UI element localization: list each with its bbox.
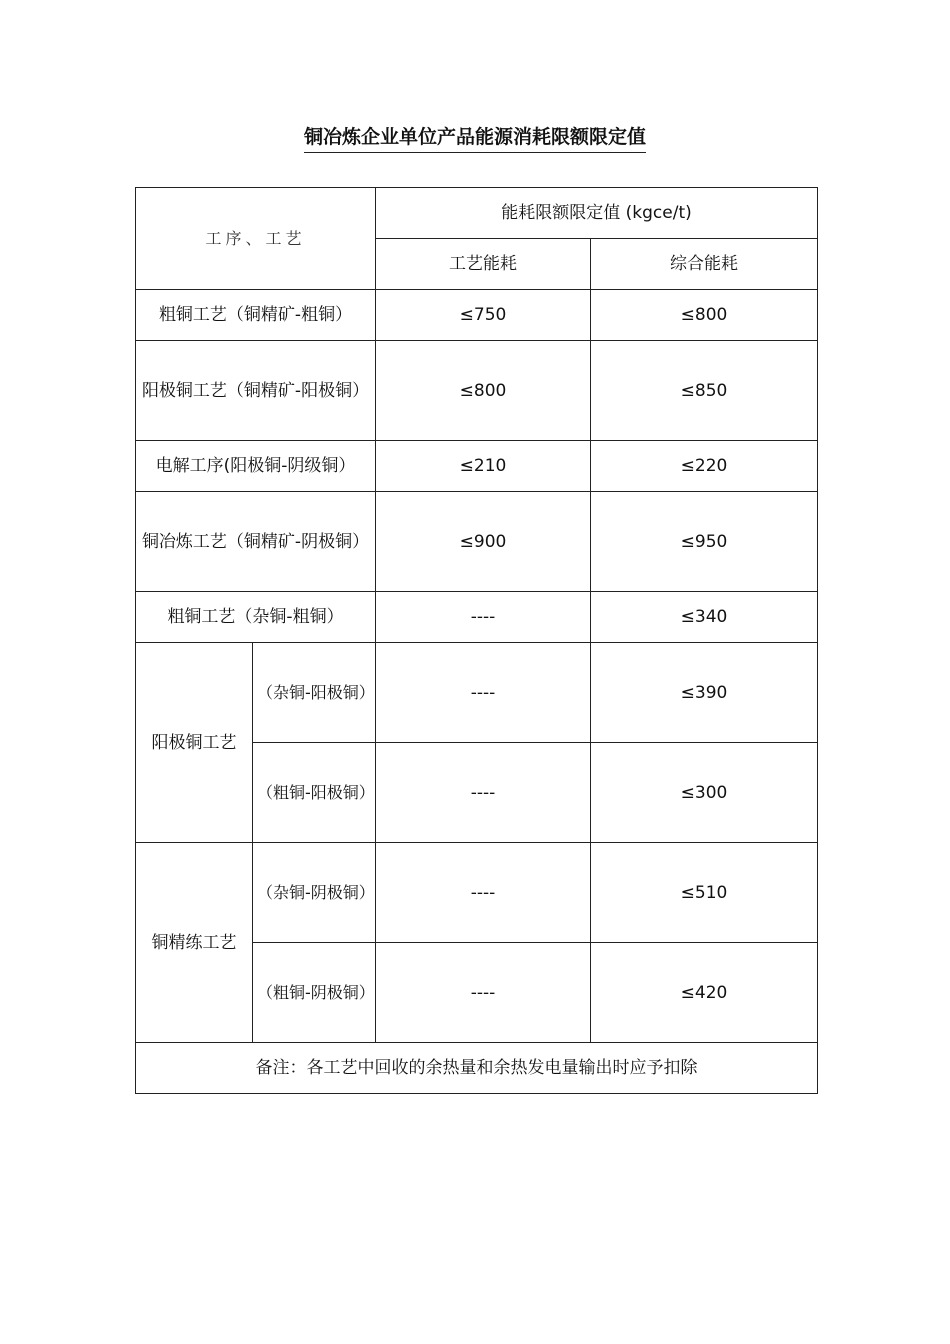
row-total-energy: ≤390	[591, 643, 818, 743]
row-total-energy: ≤950	[591, 492, 818, 592]
row-total-energy: ≤800	[591, 290, 818, 341]
header-row	[136, 188, 818, 239]
row-total-energy: ≤220	[591, 441, 818, 492]
group-name: 阳极铜工艺	[136, 643, 253, 843]
table-row	[136, 290, 818, 341]
row-process-energy: ≤750	[376, 290, 591, 341]
header-process-energy: 工艺能耗	[376, 239, 591, 290]
row-name: 阳极铜工艺（铜精矿-阳极铜）	[136, 341, 376, 441]
table-row	[136, 492, 818, 592]
row-name: 铜冶炼工艺（铜精矿-阴极铜）	[136, 492, 376, 592]
header-limit: 能耗限额限定值 (kgce/t)	[376, 188, 818, 239]
row-total-energy: ≤510	[591, 843, 818, 943]
table-row	[136, 441, 818, 492]
table-row	[136, 592, 818, 643]
row-name: 粗铜工艺（铜精矿-粗铜）	[136, 290, 376, 341]
sub-name: （粗铜-阳极铜）	[253, 743, 376, 843]
header-process: 工序、工艺	[136, 188, 376, 290]
sub-name: （杂铜-阴极铜）	[253, 843, 376, 943]
row-name: 电解工序(阳极铜-阴级铜）	[136, 441, 376, 492]
row-total-energy: ≤340	[591, 592, 818, 643]
row-process-energy: ≤210	[376, 441, 591, 492]
note-row	[136, 1043, 818, 1094]
row-process-energy: ----	[376, 592, 591, 643]
table-row	[136, 843, 818, 943]
row-process-energy: ----	[376, 843, 591, 943]
row-total-energy: ≤850	[591, 341, 818, 441]
table-row	[136, 341, 818, 441]
sub-name: （杂铜-阳极铜）	[253, 643, 376, 743]
row-process-energy: ≤800	[376, 341, 591, 441]
group-name: 铜精练工艺	[136, 843, 253, 1043]
energy-limit-table	[135, 187, 818, 1094]
header-total-energy: 综合能耗	[591, 239, 818, 290]
row-process-energy: ----	[376, 943, 591, 1043]
table-note: 备注：各工艺中回收的余热量和余热发电量输出时应予扣除	[136, 1043, 818, 1094]
sub-name: （粗铜-阴极铜）	[253, 943, 376, 1043]
table-row	[136, 643, 818, 743]
row-process-energy: ≤900	[376, 492, 591, 592]
row-process-energy: ----	[376, 643, 591, 743]
row-process-energy: ----	[376, 743, 591, 843]
row-total-energy: ≤420	[591, 943, 818, 1043]
row-name: 粗铜工艺（杂铜-粗铜）	[136, 592, 376, 643]
row-total-energy: ≤300	[591, 743, 818, 843]
document-title: 铜冶炼企业单位产品能源消耗限额限定值	[0, 122, 950, 153]
